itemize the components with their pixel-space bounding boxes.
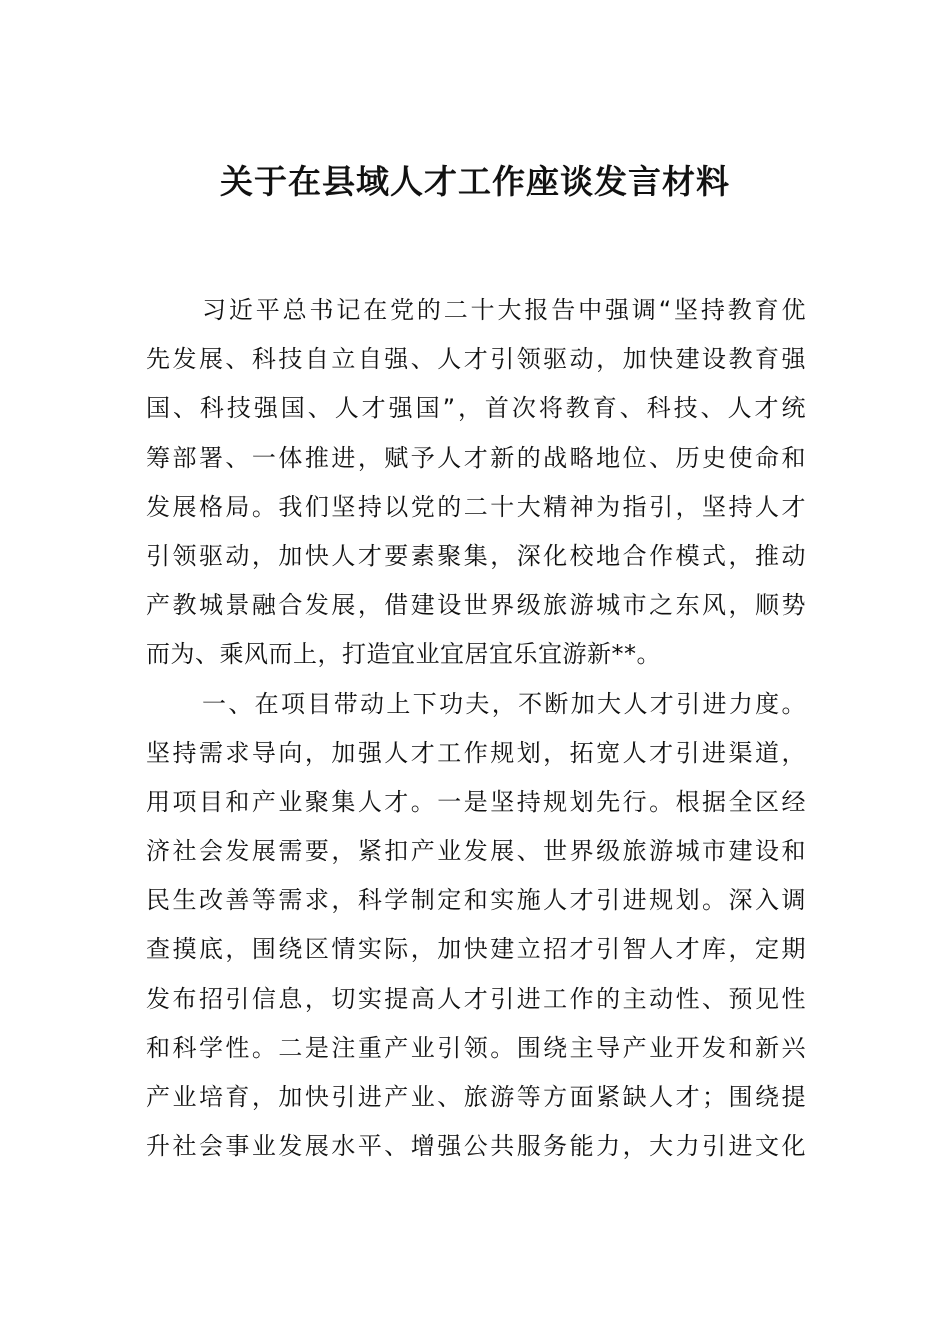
body-line: 国、科技强国、人才强国”，首次将教育、科技、人才统 (146, 394, 806, 423)
body-line: 产业培育，加快引进产业、旅游等方面紧缺人才；围绕提 (146, 1083, 806, 1111)
body-line: 济社会发展需要，紧扣产业发展、世界级旅游城市建设和 (146, 837, 806, 866)
body-line: 引领驱动，加快人才要素聚集，深化校地合作模式，推动 (146, 541, 806, 570)
body-line: 用项目和产业聚集人才。一是坚持规划先行。根据全区经 (146, 787, 806, 816)
body-line: 而为、乘风而上，打造宜业宜居宜乐宜游新**。 (146, 640, 661, 669)
document-title: 关于在县域人才工作座谈发言材料 (220, 162, 730, 201)
body-line: 坚持需求导向，加强人才工作规划，拓宽人才引进渠道， (146, 738, 806, 767)
body-line: 习近平总书记在党的二十大报告中强调“坚持教育优 (202, 296, 806, 324)
document-body (146, 286, 806, 1171)
section-heading-line: 一、在项目带动上下功夫，不断加大人才引进力度。 (202, 689, 806, 718)
body-line: 查摸底，围绕区情实际，加快建立招才引智人才库，定期 (146, 935, 806, 964)
body-line: 和科学性。二是注重产业引领。围绕主导产业开发和新兴 (146, 1033, 806, 1062)
body-line: 筹部署、一体推进，赋予人才新的战略地位、历史使命和 (146, 443, 806, 472)
body-line: 先发展、科技自立自强、人才引领驱动，加快建设教育强 (146, 345, 806, 374)
body-line: 发展格局。我们坚持以党的二十大精神为指引，坚持人才 (146, 492, 806, 521)
body-line: 发布招引信息，切实提高人才引进工作的主动性、预见性 (146, 984, 806, 1013)
body-line: 民生改善等需求，科学制定和实施人才引进规划。深入调 (146, 886, 806, 915)
body-line: 升社会事业发展水平、增强公共服务能力，大力引进文化 (146, 1132, 806, 1161)
body-line: 产教城景融合发展，借建设世界级旅游城市之东风，顺势 (146, 591, 806, 620)
